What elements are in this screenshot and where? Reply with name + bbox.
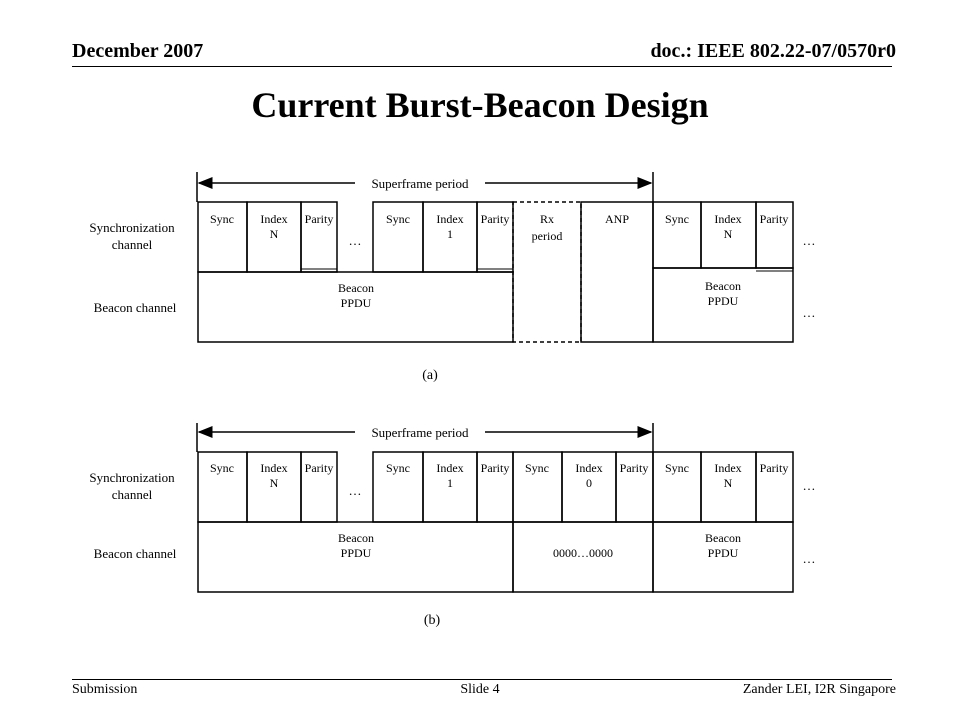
index-value: N [269, 476, 279, 490]
sync-label: Sync [386, 212, 410, 226]
ppdu-label: PPDU [707, 546, 739, 560]
sync-label: Sync [210, 212, 234, 226]
anp-label: ANP [604, 212, 630, 226]
parity-label: Parity [480, 461, 510, 475]
footer-divider [72, 679, 892, 680]
index-value: N [723, 227, 733, 241]
caption-a: (a) [422, 368, 438, 383]
ellipsis: … [802, 305, 816, 320]
ppdu-label: PPDU [707, 294, 739, 308]
beacon-channel-label: Beacon channel [93, 300, 177, 315]
zeros-label: 0000…0000 [553, 546, 613, 560]
ellipsis: … [348, 483, 362, 498]
caption-b: (b) [423, 613, 441, 628]
index-value: N [269, 227, 279, 241]
parity-label: Parity [304, 461, 334, 475]
index-label: Index [436, 461, 464, 475]
parity-label: Parity [480, 212, 510, 226]
sync-channel-label-line2: channel [111, 487, 153, 502]
beacon-label: Beacon [338, 531, 374, 545]
sync-label: Sync [386, 461, 410, 475]
parity-label: Parity [759, 461, 789, 475]
superframe-label: Superframe period [371, 425, 469, 440]
beacon-label: Beacon [338, 281, 374, 295]
slide-title: Current Burst-Beacon Design [251, 85, 709, 125]
index-label: Index [575, 461, 603, 475]
parity-label: Parity [759, 212, 789, 226]
parity-label: Parity [304, 212, 334, 226]
diagram-b [89, 423, 815, 628]
sync-channel-label-line2: channel [111, 237, 153, 252]
superframe-label: Superframe period [371, 176, 469, 191]
header-doc-number: doc.: IEEE 802.22-07/0570r0 [650, 40, 896, 62]
ellipsis: … [802, 551, 816, 566]
sync-channel-label: Synchronization [89, 470, 175, 485]
sync-channel-label: Synchronization [89, 220, 175, 235]
diagram-a [89, 172, 815, 383]
beacon-channel-label: Beacon channel [93, 546, 177, 561]
ppdu-label: PPDU [340, 546, 372, 560]
index-value: 1 [447, 227, 453, 241]
parity-label: Parity [619, 461, 649, 475]
rx-label-line2: period [531, 229, 563, 243]
index-label: Index [714, 461, 742, 475]
index-label: Index [260, 461, 288, 475]
beacon-label: Beacon [705, 531, 741, 545]
ellipsis: … [348, 233, 362, 248]
footer-submission: Submission [72, 682, 138, 697]
index-label: Index [436, 212, 464, 226]
sync-label: Sync [210, 461, 234, 475]
index-label: Index [714, 212, 742, 226]
ellipsis: … [802, 478, 816, 493]
ellipsis: … [802, 233, 816, 248]
index-value: 0 [586, 476, 592, 490]
index-value: N [723, 476, 733, 490]
beacon-label: Beacon [705, 279, 741, 293]
index-value: 1 [447, 476, 453, 490]
rx-label: Rx [539, 212, 555, 226]
ppdu-label: PPDU [340, 296, 372, 310]
index-label: Index [260, 212, 288, 226]
footer-slide-number: Slide 4 [460, 682, 500, 697]
sync-label: Sync [525, 461, 549, 475]
sync-label: Sync [665, 212, 689, 226]
sync-label: Sync [665, 461, 689, 475]
footer-author: Zander LEI, I2R Singapore [742, 682, 896, 697]
header-date: December 2007 [72, 40, 204, 62]
